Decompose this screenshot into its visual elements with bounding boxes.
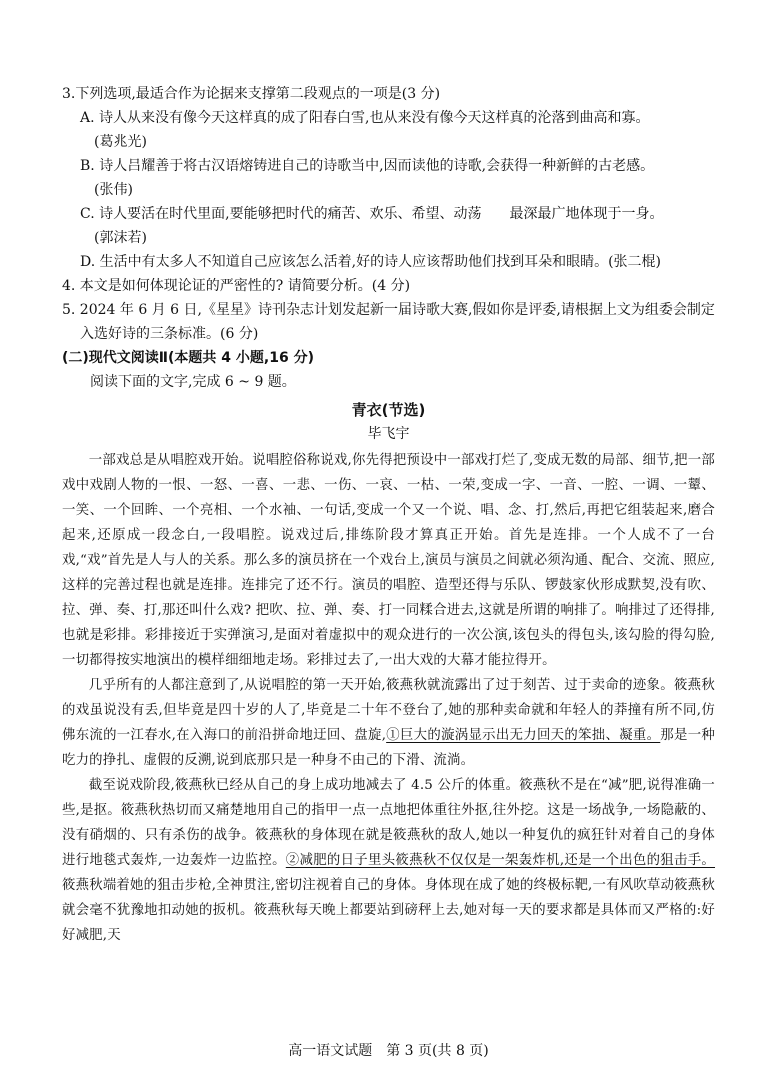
page-footer: 高一语文试题 第 3 页(共 8 页): [288, 1043, 489, 1059]
question-5: 5. 2024 年 6 月 6 日,《星星》诗刊杂志计划发起新一届诗歌大赛,假如你是评委,请根据上文为组委会制定入选好诗的三条标准。(6 分): [62, 302, 715, 342]
paragraph-1: 一部戏总是从唱腔戏开始。说唱腔俗称说戏,你先得把预设中一部戏打烂了,变成无数的局部、细节,把一部戏中戏剧人物的一恨、一怒、一喜、一悲、一伤、一哀、一枯、一荣,变成一字、一音、一腔、一调、一颦、一笑、一个回眸、一个亮相、一个水袖、一句话,变成一个又一个说、唱、念、打,然后,再把它组装起来,磨合起来,还原成一段念白,一段唱腔。说戏过后,排练阶段才算真正开始。首先是连排。一个人成不了一台戏,“戏”首先是人与人的关系。那么多的演员挤在一个戏台上,演员与演员之间就必须沟通、配合、交流、照应,这样的完善过程也就是连排。连排完了还不行。演员的唱腔、造型还得与乐队、锣鼓家伙形成默契,没有吹、拉、弹、奏、打,那还叫什么戏? 把吹、拉、弹、奏、打一同糅合进去,这就是所谓的响排了。响排过了还得排,也就是彩排。彩排接近于实弹演习,是面对着虚拟中的观众进行的一次公演,该包头的得包头,该勾脸的得勾脸,一切都得按实地演出的模样细细地走场。彩排过去了,一出大戏的大幕才能拉得开。: [62, 453, 715, 668]
section-heading: (二)现代文阅读Ⅱ(本题共 4 小题,16 分): [62, 350, 314, 366]
question-4: 4. 本文是如何体现论证的严密性的? 请简要分析。(4 分): [62, 278, 411, 294]
reading-instruction: 阅读下面的文字,完成 6 ~ 9 题。: [90, 374, 296, 390]
option-c: C. 诗人要活在时代里面,要能够把时代的痛苦、欢乐、希望、动荡 最深最广地体现于一身。: [80, 206, 664, 222]
paragraph-2-text-a: 几乎所有的人都注意到了,从说唱腔的第一天开始,筱燕秋就流露出了过于刻苦、过于卖命的迹象。筱燕秋的戏虽说没有丢,但毕竟是四十岁的人了,毕竟是二十年不登台了,她的那种卖命就和年轻人的莽撞有所不同,仿佛东流的一江春水,在入海口的前沿拼命地迂回、盘旋,: [62, 678, 715, 743]
option-a: A. 诗人从来没有像今天这样真的成了阳春白雪,也从来没有像今天这样真的沦落到曲高和寡。: [80, 110, 650, 126]
option-d: D. 生活中有太多人不知道自己应该怎么活着,好的诗人应该帮助他们找到耳朵和眼睛。(张二棍): [80, 254, 661, 270]
paragraph-2-text-b: 那是一种吃力的挣扎、虚假的反溯,说到底那只是一种身不由己的下滑、流淌。: [62, 728, 715, 768]
paragraph-3-text-a: 截至说戏阶段,筱燕秋已经从自己的身上成功地减去了 4.5 公斤的体重。筱燕秋不是在“减”肥,说得准确一些,是抠。筱燕秋热切而又痛楚地用自己的指甲一点一点地把体重往外抠,往外挖。这是一场战争,一场隐蔽的、没有硝烟的、只有杀伤的战争。筱燕秋的身体现在就是筱燕秋的敌人,她以一种复仇的疯狂针对着自己的身体进行地毯式轰炸,一边轰炸一边监控。: [62, 778, 715, 868]
underlined-sentence-2: ②减肥的日子里头筱燕秋不仅仅是一架轰炸机,还是一个出色的狙击手。: [285, 853, 716, 868]
question-3-stem: 3.下列选项,最适合作为论据来支撑第二段观点的一项是(3 分): [62, 86, 441, 102]
paragraph-2: [62, 673, 715, 773]
underlined-sentence-1: ①巨大的漩涡显示出无力回天的笨拙、凝重。: [386, 728, 661, 743]
option-b-source: (张伟): [94, 182, 133, 198]
article-title: 青衣(节选): [351, 401, 426, 419]
option-b: B. 诗人吕耀善于将古汉语熔铸进自己的诗歌当中,因而读他的诗歌,会获得一种新鲜的古老感。: [80, 158, 655, 174]
paragraph-3-text-b: 筱燕秋端着她的狙击步枪,全神贯注,密切注视着自己的身体。身体现在成了她的终极标靶,一有风吹草动筱燕秋就会毫不犹豫地扣动她的扳机。筱燕秋每天晚上都要站到磅秤上去,她对每一天的要求都是具体而又严格的:好好减肥,天: [62, 878, 715, 943]
option-a-source: (葛兆光): [94, 134, 147, 150]
article-author: 毕飞宇: [367, 426, 410, 442]
paragraph-3: [62, 773, 715, 948]
option-c-source: (郭沫若): [94, 230, 147, 246]
